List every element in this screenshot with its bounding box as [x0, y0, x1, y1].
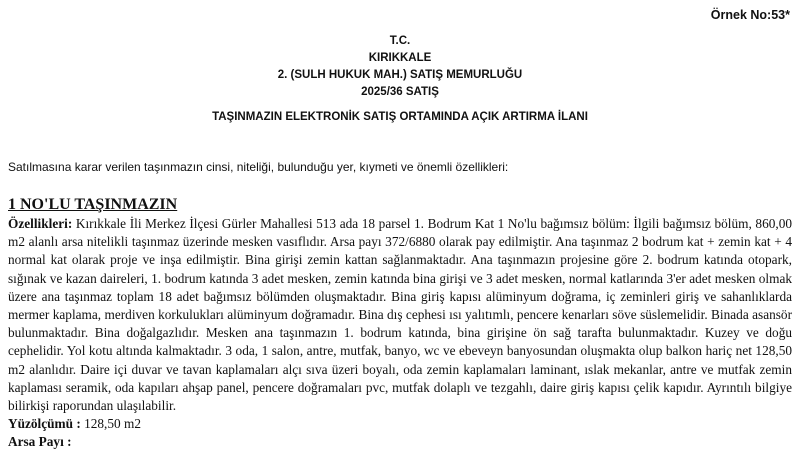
header-city: KIRIKKALE — [368, 52, 432, 64]
land-share-label: Arsa Payı : — [8, 434, 72, 450]
form-number: Örnek No:53* — [710, 8, 790, 22]
area-row — [8, 415, 792, 433]
property-details — [8, 215, 792, 452]
intro-text: Satılmasına karar verilen taşınmazın cinsi, niteliği, bulunduğu yer, kıymeti ve önemli özellikleri: — [8, 160, 509, 174]
header-country: T.C. — [389, 35, 411, 47]
features-label: Özellikleri: — [8, 216, 73, 231]
features-paragraph — [8, 215, 792, 415]
land-share-row — [8, 433, 792, 451]
area-label: Yüzölçümü : — [8, 416, 81, 432]
header-office: 2. (SULH HUKUK MAH.) SATIŞ MEMURLUĞU — [277, 69, 523, 81]
document-header — [0, 33, 800, 101]
header-case-number: 2025/36 SATIŞ — [361, 86, 439, 98]
property-heading: 1 NO'LU TAŞINMAZIN — [8, 196, 178, 213]
features-text: Kırıkkale İli Merkez İlçesi Gürler Mahallesi 513 ada 18 parsel 1. Bodrum Kat 1 No'lu bağımsız bölüm: İlgili bağımsız bölüm, 860,00 m2 alanlı arsa nitelikli taşınmaz üzerinde mesken vasıflıdır. Arsa payı 372/6880 olarak pay edilmiştir. Ana taşınmaz 2 bodrum kat + zemin kat + 4 normal kat olarak proje ve inşa edilmiştir. Bina girişi zemin kattan sağlanmaktadır. Ana taşınmazın projesine göre 2. bodrum katında otopark, sığınak ve kazan daireleri, 1. bodrum katında 3 adet mesken, zemin katında bina girişi ve 3 adet mesken, normal katlarında 3'er adet mesken olmak üzere ana taşınmaz toplam 18 adet bağımsız bölümden oluşmaktadır. Bina giriş kapısı alüminyum doğrama, iç zeminleri giriş ve sahanlıklarda mermer kaplama, merdiven korkulukları alüminyum doğramadır. Bina dış cephesi ısı yalıtımlı, pencere kenarları söve süslemelidir. Binada asansör bulunmaktadır. Bina doğalgazlıdır. Mesken ana taşınmazın 1. bodrum katında, bina girişine ön sağ tarafta bulunmaktadır. Kuzey ve doğu cephelidir. Yol kotu altında kalmaktadır. 3 oda, 1 salon, antre, mutfak, banyo, wc ve ebeveyn banyosundan oluşmakta olup balkon hariç net 128,50 m2 alanlıdır. Daire içi duvar ve tavan kaplamaları alçı sıva üzeri boyalı, oda zemin kaplamaları laminant, ıslak mekanlar, antre ve mutfak zemin kaplaması seramik, oda kapıları ahşap panel, pencere doğramaları pvc, mutfak dolaplı ve tezgahlı, daire giriş kapısı çelik kapıdır. Ayrıntılı bilgiye bilirkişi raporundan ulaşılabilir. — [8, 216, 792, 414]
notice-title: TAŞINMAZIN ELEKTRONİK SATIŞ ORTAMINDA AÇIK ARTIRMA İLANI — [212, 111, 588, 123]
area-value: 128,50 m2 — [84, 416, 141, 432]
